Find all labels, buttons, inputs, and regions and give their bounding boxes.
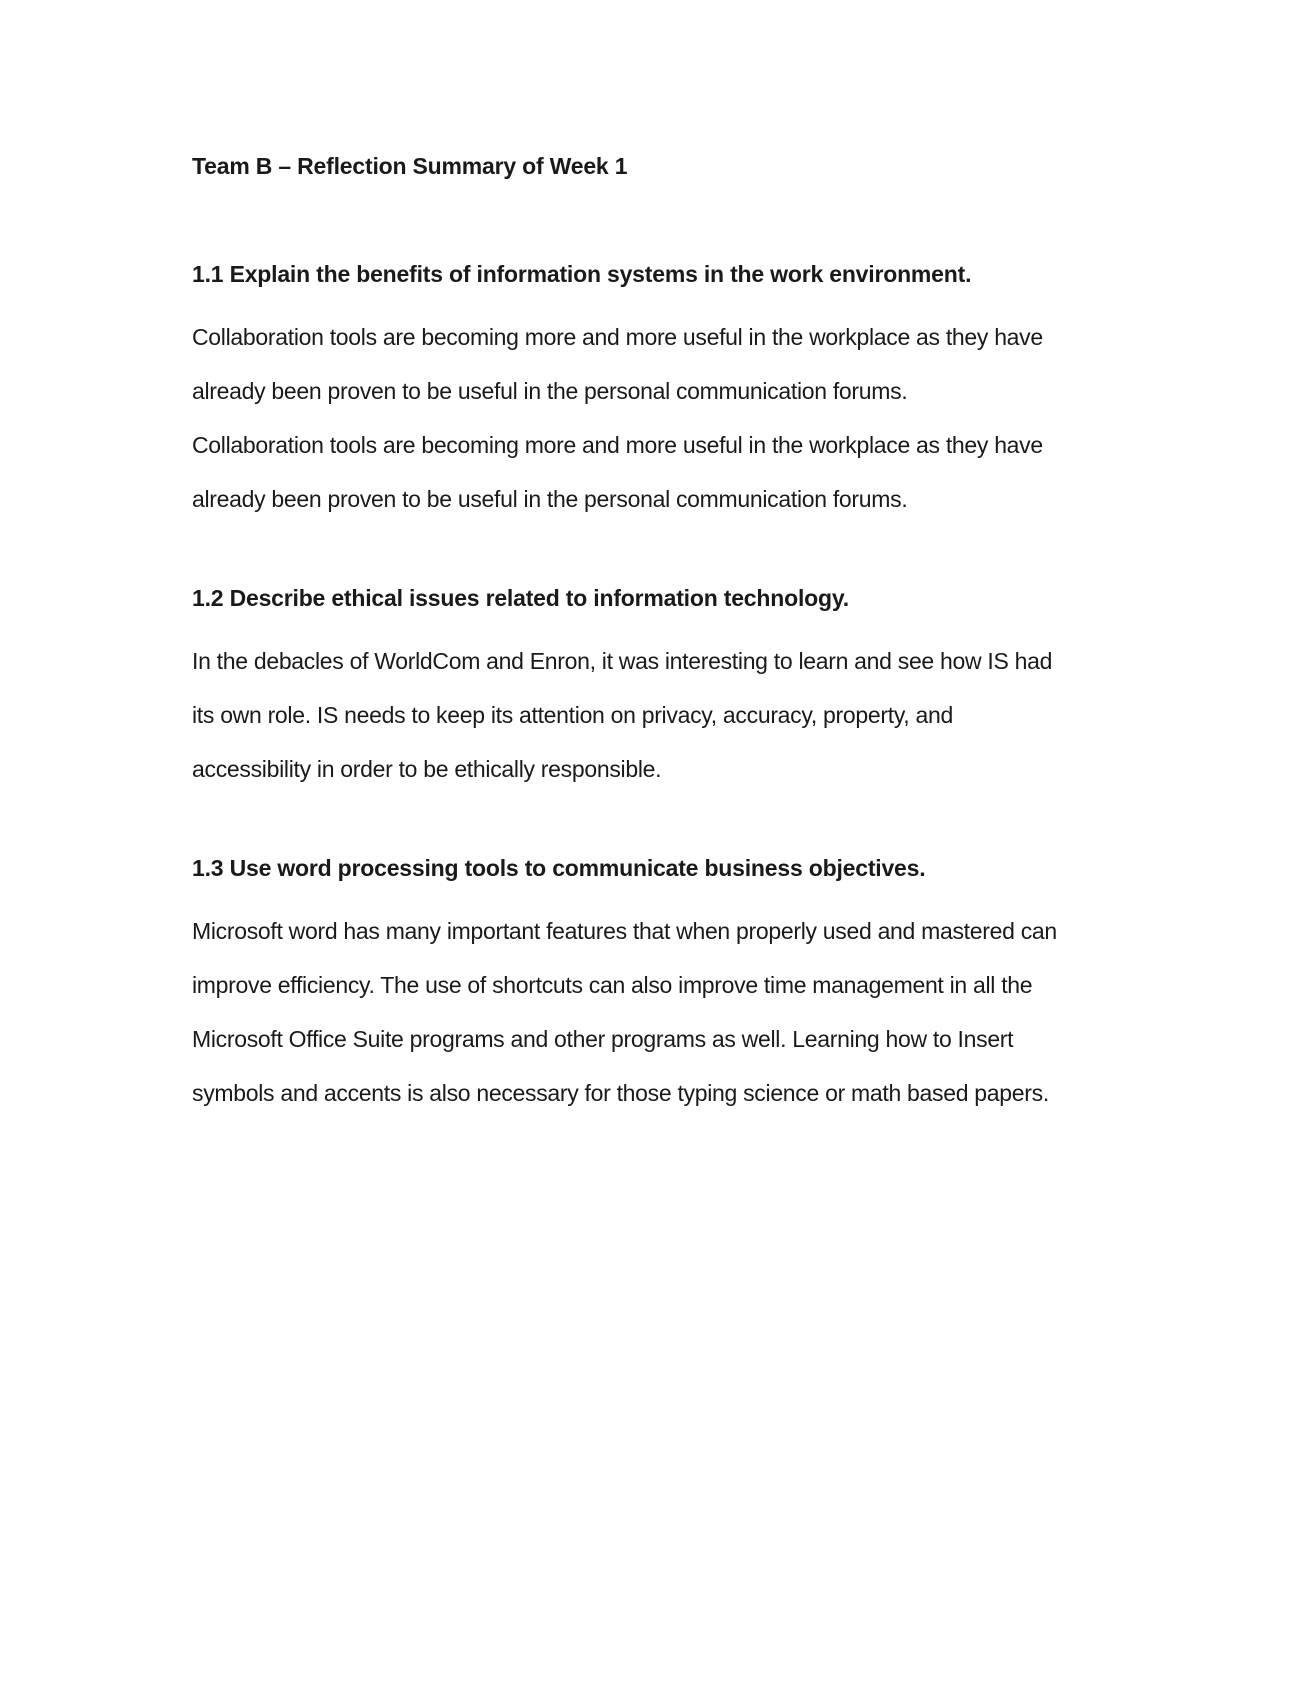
section-paragraph (192, 634, 1122, 796)
paragraph-line: Collaboration tools are becoming more and more useful in the workplace as they have (192, 324, 1043, 350)
paragraph-line: already been proven to be useful in the personal communication forums. (192, 486, 908, 512)
section-1-2 (192, 580, 1122, 796)
document-title: Team B – Reflection Summary of Week 1 (192, 153, 628, 179)
section-1-1 (192, 256, 1122, 526)
section-paragraph (192, 310, 1122, 526)
paragraph-line: accessibility in order to be ethically responsible. (192, 756, 662, 782)
paragraph-line: symbols and accents is also necessary for those typing science or math based papers. (192, 1080, 1049, 1106)
section-1-3 (192, 850, 1122, 1120)
section-heading: 1.2 Describe ethical issues related to information technology. (192, 585, 849, 611)
paragraph-line: Microsoft Office Suite programs and other programs as well. Learning how to Insert (192, 1026, 1014, 1052)
paragraph-line: Collaboration tools are becoming more and more useful in the workplace as they have (192, 432, 1043, 458)
paragraph-line: Microsoft word has many important features that when properly used and mastered can (192, 918, 1057, 944)
paragraph-line: improve efficiency. The use of shortcuts can also improve time management in all the (192, 972, 1033, 998)
section-paragraph (192, 904, 1122, 1120)
paragraph-line: already been proven to be useful in the personal communication forums. (192, 378, 908, 404)
section-heading: 1.1 Explain the benefits of information systems in the work environment. (192, 261, 972, 287)
paragraph-line: In the debacles of WorldCom and Enron, it was interesting to learn and see how IS had (192, 648, 1053, 674)
section-heading: 1.3 Use word processing tools to communicate business objectives. (192, 855, 926, 881)
document-body (192, 148, 1122, 1120)
paragraph-line: its own role. IS needs to keep its attention on privacy, accuracy, property, and (192, 702, 953, 728)
